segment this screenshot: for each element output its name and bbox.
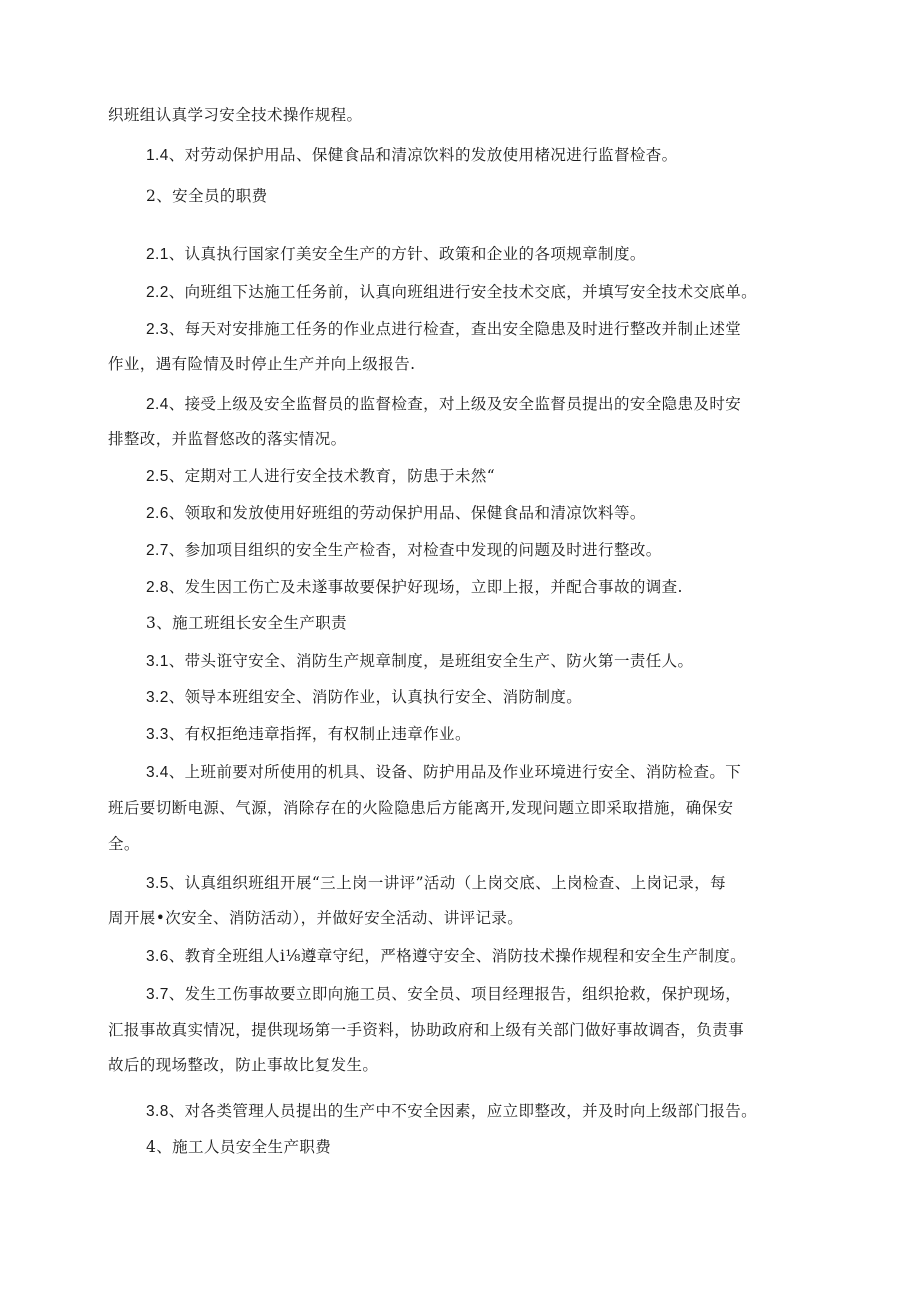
item-2-7: 2.7、参加项目组织的安全生产检杳，对检查中发现的问题及时进行整改。 [146,541,662,559]
item-2-4: 2.4、接受上级及安全监督员的监督检查，对上级及安全监督员提出的安全隐患及时安 [146,395,742,413]
item-2-2: 2.2、向班组下达施工任务前，认真向班组进行安全技术交底，并填写安全技术交底单。 [146,283,758,301]
item-3-3: 3.3、有权拒绝违章指挥，有权制止违章作业。 [146,725,471,743]
item-3-4-cont: 班后要切断电源、气源，消除存在的火险隐患后方能离开,发现问题立即采取措施，确保安 [108,799,734,817]
item-3-1: 3.1、带头诳守安全、消防生产规章制度，是班组安全生产、防火第一责任人。 [146,652,694,670]
item-2-4-cont: 排整改，并监督悠改的落实情况。 [108,430,347,448]
item-1-4: 1.4、对劳动保护用品、保健食品和清凉饮料的发放使用楮况进行监督检杳。 [146,146,678,164]
heading-3: 3、施工班组长安全生产职责 [146,614,348,632]
item-2-3-cont: 作业，遇有险情及时停止生产并向上级报告. [108,355,416,373]
item-3-8: 3.8、对各类管理人员提出的生产中不安全因素，应立即整改，并及时向上级部门报告。 [146,1102,758,1120]
item-3-5-cont: 周开展•次安全、消防活动），并做好安全活动、讲评记录。 [108,909,524,927]
heading-4: 4、施工人员安全生产职费 [146,1138,332,1156]
item-3-2: 3.2、领导本班组安全、消防作业，认真执行安全、消防制度。 [146,688,583,706]
item-3-7: 3.7、发生工伤事故要立即向施工员、安全员、项目经理报告，组织抢救，保护现场， [146,985,742,1003]
item-3-7-cont: 汇报事故真实情况，提供现场第一手资料，协助政府和上级有关部门做好事故调杳，负责事 [108,1021,745,1039]
item-3-5: 3.5、认真组织班组开展“三上岗一讲评”活动（上岗交底、上岗检查、上岗记录，每 [146,874,727,892]
item-2-3: 2.3、每天对安排施工任务的作业点进行检查，查出安全隐患及时进行整改并制止述堂 [146,320,742,338]
item-2-8: 2.8、发生因工伤亡及未遂事故要保护好现场，立即上报，并配合事故的调查. [146,578,683,596]
item-3-4-cont2: 全。 [108,835,140,853]
item-2-6: 2.6、领取和发放使用好班组的劳动保护用品、保健食品和清凉饮料等。 [146,504,646,522]
item-2-1: 2.1、认真执行国家仃美安全生产的方针、政策和企业的各项规章制度。 [146,245,646,263]
item-3-7-cont2: 故后的现场整改，防止事故比复发生。 [108,1056,379,1074]
item-3-4: 3.4、上班前要对所使用的机具、设备、防护用品及作业环境进行安全、消防检查。下 [146,763,742,781]
item-3-6: 3.6、教育全班组人i⅛遵章守纪，严格遵守安全、消防技术操作规程和安全生产制度。 [146,947,747,965]
heading-2: 2、安全员的职费 [146,187,268,205]
item-2-5: 2.5、定期对工人进行安全技术教育，防患于未然“ [146,467,496,485]
intro-line: 织班组认真学习安全技术操作规程。 [108,106,363,124]
